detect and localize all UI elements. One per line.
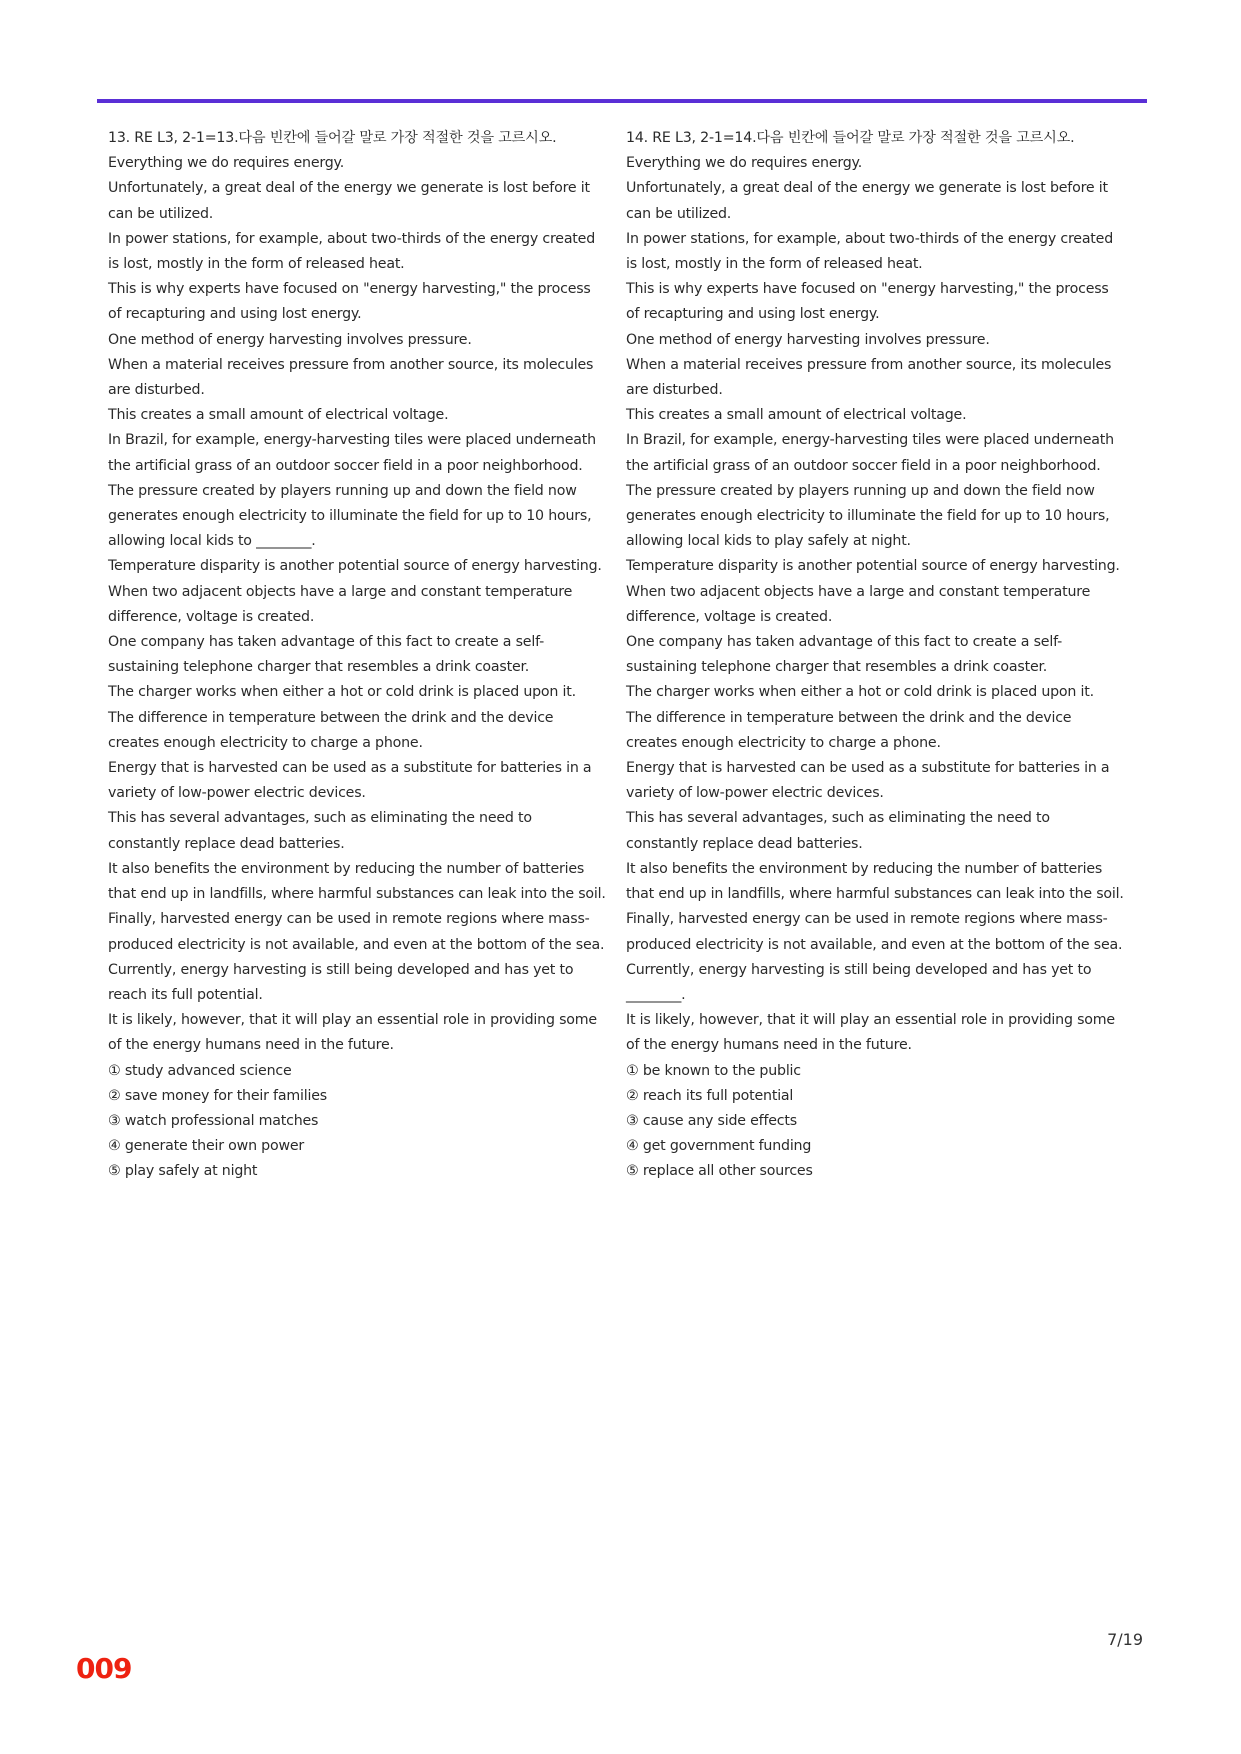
passage-line: One company has taken advantage of this fact to create a self-sustaining telephone charger that resembles a drink coaster. bbox=[108, 634, 545, 676]
answer-option-2[interactable]: ② reach its full potential bbox=[626, 1087, 794, 1104]
passage-line: Energy that is harvested can be used as a substitute for batteries in a variety of low-power electric devices. bbox=[626, 760, 1110, 802]
answer-option-4[interactable]: ④ generate their own power bbox=[108, 1138, 305, 1155]
passage-line: The charger works when either a hot or cold drink is placed upon it. bbox=[108, 684, 576, 701]
passage-line: Everything we do requires energy. bbox=[626, 155, 863, 172]
passage-line: This is why experts have focused on "energy harvesting," the process of recapturing and using lost energy. bbox=[108, 281, 591, 323]
passage-line: This has several advantages, such as eliminating the need to constantly replace dead batteries. bbox=[626, 810, 1050, 852]
answer-option-5[interactable]: ⑤ play safely at night bbox=[108, 1163, 258, 1180]
answer-option-1[interactable]: ① study advanced science bbox=[108, 1062, 292, 1079]
answer-option-5[interactable]: ⑤ replace all other sources bbox=[626, 1163, 813, 1180]
passage-line: In Brazil, for example, energy-harvesting tiles were placed underneath the artificial grass of an outdoor soccer field in a poor neighborhood. bbox=[626, 432, 1114, 474]
passage-line: In power stations, for example, about two-thirds of the energy created is lost, mostly in the form of released heat. bbox=[626, 230, 1114, 273]
passage-line: It also benefits the environment by reducing the number of batteries that end up in landfills, where harmful substances can leak into the soil. bbox=[108, 860, 606, 903]
question-14 bbox=[626, 126, 1126, 1185]
answer-option-1[interactable]: ① be known to the public bbox=[626, 1062, 801, 1079]
passage-line: When a material receives pressure from another source, its molecules are disturbed. bbox=[108, 356, 594, 399]
passage-line: Temperature disparity is another potential source of energy harvesting. bbox=[626, 558, 1120, 575]
question-13-header: 13. RE L3, 2-1=13.다음 빈칸에 들어갈 말로 가장 적절한 것을 고르시오. bbox=[108, 130, 557, 146]
answer-option-4[interactable]: ④ get government funding bbox=[626, 1138, 812, 1155]
passage-line: This creates a small amount of electrical voltage. bbox=[626, 407, 967, 424]
answer-option-3[interactable]: ③ watch professional matches bbox=[108, 1112, 319, 1129]
passage-line: This has several advantages, such as eliminating the need to constantly replace dead batteries. bbox=[108, 810, 532, 852]
passage-line: Energy that is harvested can be used as a substitute for batteries in a variety of low-power electric devices. bbox=[108, 760, 592, 802]
passage-line: This is why experts have focused on "energy harvesting," the process of recapturing and using lost energy. bbox=[626, 281, 1109, 323]
passage-line: It also benefits the environment by reducing the number of batteries that end up in landfills, where harmful substances can leak into the soil. bbox=[626, 860, 1124, 903]
passage-line: The difference in temperature between the drink and the device creates enough electricity to charge a phone. bbox=[108, 709, 554, 751]
passage-line: Currently, energy harvesting is still being developed and has yet to ________. bbox=[626, 961, 1092, 1003]
passage-line: One method of energy harvesting involves pressure. bbox=[108, 331, 472, 348]
passage-line: The charger works when either a hot or cold drink is placed upon it. bbox=[626, 684, 1094, 701]
question-13 bbox=[108, 126, 608, 1185]
passage-line: The pressure created by players running up and down the field now generates enough electricity to illuminate the field for up to 10 hours, allowing local kids to play safely at night. bbox=[626, 482, 1110, 550]
passage-line: When two adjacent objects have a large and constant temperature difference, voltage is created. bbox=[108, 583, 573, 625]
passage-line: Currently, energy harvesting is still being developed and has yet to reach its full potential. bbox=[108, 961, 574, 1003]
answer-option-2[interactable]: ② save money for their families bbox=[108, 1087, 327, 1104]
passage-line: Finally, harvested energy can be used in remote regions where mass-produced electricity is not available, and even at the bottom of the sea. bbox=[626, 911, 1123, 953]
passage-line: This creates a small amount of electrical voltage. bbox=[108, 407, 449, 424]
passage-line: The difference in temperature between the drink and the device creates enough electricity to charge a phone. bbox=[626, 709, 1072, 751]
passage-line: Unfortunately, a great deal of the energy we generate is lost before it can be utilized. bbox=[626, 180, 1108, 222]
answer-option-3[interactable]: ③ cause any side effects bbox=[626, 1112, 797, 1129]
passage-line: Everything we do requires energy. bbox=[108, 155, 345, 172]
header-divider bbox=[97, 99, 1147, 103]
passage-line: In Brazil, for example, energy-harvesting tiles were placed underneath the artificial grass of an outdoor soccer field in a poor neighborhood. bbox=[108, 432, 596, 474]
passage-line: In power stations, for example, about two-thirds of the energy created is lost, mostly in the form of released heat. bbox=[108, 230, 596, 273]
passage-line: When two adjacent objects have a large and constant temperature difference, voltage is created. bbox=[626, 583, 1091, 625]
passage-line: Finally, harvested energy can be used in remote regions where mass-produced electricity is not available, and even at the bottom of the sea. bbox=[108, 911, 605, 953]
question-14-header: 14. RE L3, 2-1=14.다음 빈칸에 들어갈 말로 가장 적절한 것을 고르시오. bbox=[626, 130, 1075, 146]
passage-line: Unfortunately, a great deal of the energy we generate is lost before it can be utilized. bbox=[108, 180, 590, 222]
passage-line: One method of energy harvesting involves pressure. bbox=[626, 331, 990, 348]
passage-line: The pressure created by players running up and down the field now generates enough electricity to illuminate the field for up to 10 hours, allowing local kids to ________. bbox=[108, 482, 592, 550]
document-code-badge: 009 bbox=[76, 1652, 132, 1685]
passage-line: It is likely, however, that it will play an essential role in providing some of the energy humans need in the future. bbox=[108, 1012, 597, 1054]
passage-line: When a material receives pressure from another source, its molecules are disturbed. bbox=[626, 356, 1112, 399]
passage-line: One company has taken advantage of this fact to create a self-sustaining telephone charger that resembles a drink coaster. bbox=[626, 634, 1063, 676]
passage-line: It is likely, however, that it will play an essential role in providing some of the energy humans need in the future. bbox=[626, 1012, 1115, 1054]
page-number: 7/19 bbox=[1107, 1630, 1143, 1649]
passage-line: Temperature disparity is another potential source of energy harvesting. bbox=[108, 558, 602, 575]
